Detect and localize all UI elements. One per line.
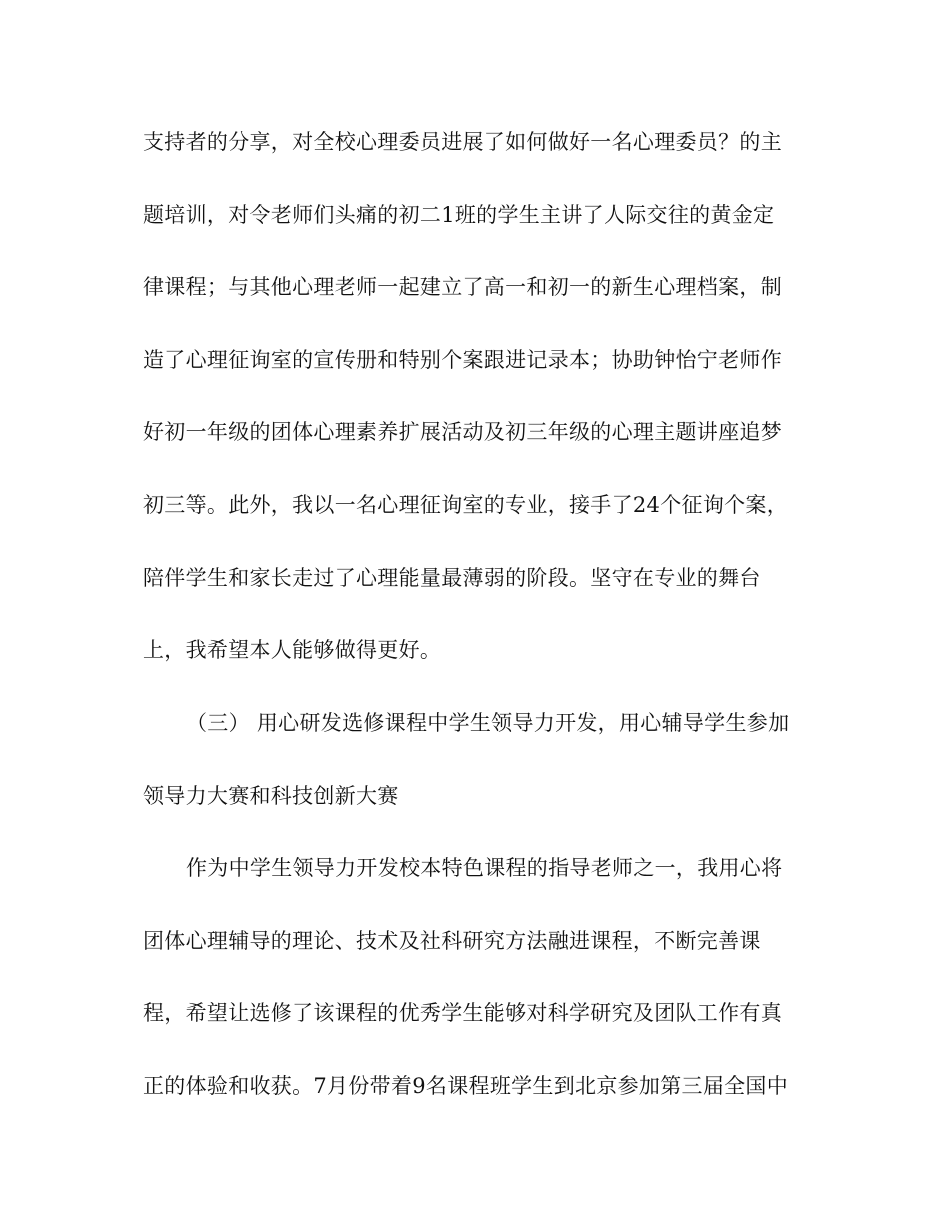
paragraph-line-5: 好初一年级的团体心理素养扩展活动及初三年级的心理主题讲座追梦 [143,420,782,444]
paragraph-line-2: 题培训，对令老师们头痛的初二1班的学生主讲了人际交往的黄金定 [143,203,775,227]
section-heading-line-1: （三） 用心研发选修课程中学生领导力开发，用心辅导学生参加 [186,711,790,735]
paragraph-line-12: 正的体验和收获。7月份带着9名课程班学生到北京参加第三届全国中 [143,1074,789,1098]
paragraph-line-3: 律课程；与其他心理老师一起建立了高一和初一的新生心理档案，制 [143,275,782,299]
section-heading-line-2: 领导力大赛和科技创新大赛 [143,784,399,808]
paragraph-line-6: 初三等。此外，我以一名心理征询室的专业，接手了24个征询个案， [143,493,789,517]
paragraph-line-7: 陪伴学生和家长走过了心理能量最薄弱的阶段。坚守在专业的舞台 [143,566,761,590]
paragraph-line-10: 团体心理辅导的理论、技术及社科研究方法融进课程，不断完善课 [143,929,761,953]
paragraph-line-9: 作为中学生领导力开发校本特色课程的指导老师之一，我用心将 [186,856,783,880]
paragraph-line-11: 程，希望让选修了该课程的优秀学生能够对科学研究及团队工作有真 [143,1001,782,1025]
paragraph-line-1: 支持者的分享，对全校心理委员进展了如何做好一名心理委员？的主 [143,130,782,154]
paragraph-line-4: 造了心理征询室的宣传册和特别个案跟进记录本；协助钟怡宁老师作 [143,348,782,372]
paragraph-line-8: 上，我希望本人能够做得更好。 [143,638,442,662]
